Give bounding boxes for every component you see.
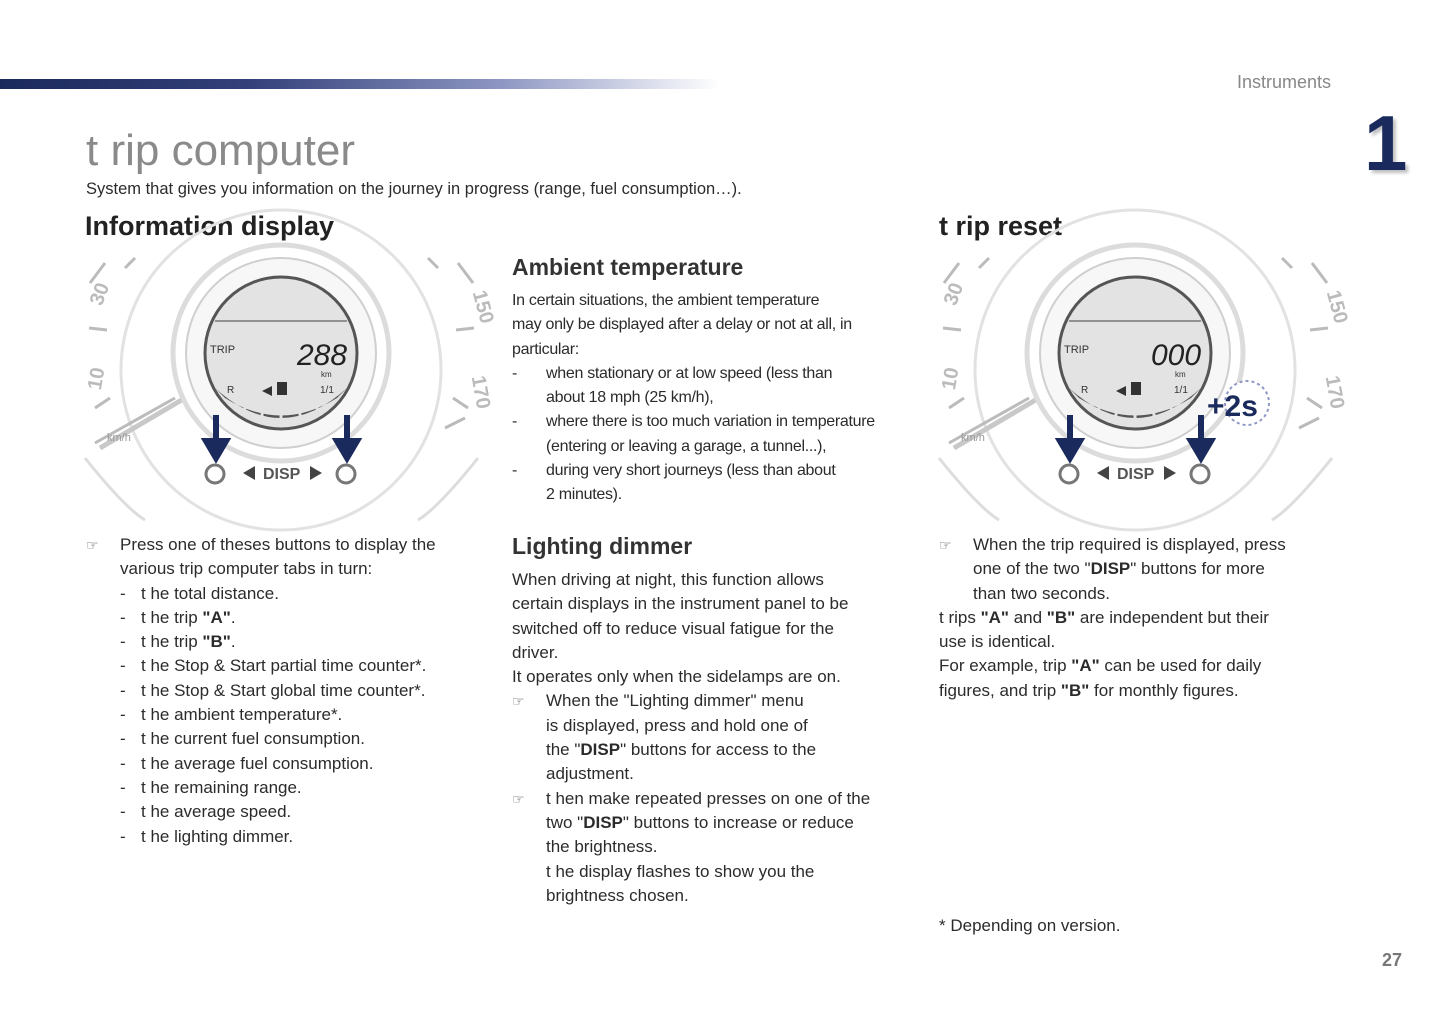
trip-reset-text: ☞ When the trip required is displayed, press one of the two "DISP" buttons for more than two seconds. t rips "A" and "B" are independent but their use is identical. For example, trip "A" can be used for daily figures, and trip "B" for monthly figures. [939, 533, 1339, 703]
ambient-text: In certain situations, the ambient temperature may only be displayed after a delay or not at all, in particular: - when stationary or at low speed (less than about 18 mph (25 km/h), - where there is too much variation in temperature (entering or leaving a garage, a tunnel...), - during very short journeys (less than about 2 minutes). [512, 289, 922, 508]
list-item: - t he trip "B". [120, 632, 236, 652]
reserve-label: R [227, 385, 235, 396]
list-item: - t he lighting dimmer. [120, 826, 294, 846]
disp-label: DISP [1117, 466, 1155, 483]
lcd-value: 288 [297, 339, 348, 372]
disp-label: DISP [263, 466, 301, 483]
dimmer-text: When driving at night, this function allows certain displays in the instrument panel to be switched off to reduce visual fatigue for the driver. It operates only when the sidelamps are on. ☞ When the "Lighting dimmer" menu is displayed, press and hold one of the "DISP" buttons for access to the adjustment. ☞ t hen make repeated presses on one of the two "DISP" buttons to increase or reduce the brightness. t he display flashes to show you the brightness chosen. [512, 568, 922, 908]
finger-pointer-icon: ☞ [512, 693, 525, 710]
header-gradient-bar [0, 79, 720, 89]
list-item: - t he average speed. [120, 802, 292, 822]
hold-duration-label: +2s [1207, 390, 1258, 423]
finger-pointer-icon: ☞ [512, 790, 525, 807]
speed-mark-170: 170 [466, 373, 495, 411]
disp-button-right[interactable] [337, 465, 355, 483]
km-label: km [1175, 370, 1186, 379]
speed-mark-30: 30 [85, 279, 115, 309]
list-item: - t he trip "A". [120, 607, 236, 627]
list-item: - t he Stop & Start partial time counter*. [120, 656, 427, 676]
speed-mark-10: 10 [83, 365, 110, 392]
disp-button-left[interactable] [206, 465, 224, 483]
reset-instruction: ☞ When the trip required is displayed, press one of the two "DISP" buttons for more than two seconds. [939, 535, 1286, 603]
list-item: - t he current fuel consumption. [120, 729, 365, 749]
finger-pointer-icon: ☞ [939, 537, 952, 553]
press-instruction: ☞ Press one of theses buttons to display the various trip computer tabs in turn: [86, 535, 436, 579]
list-item: - t he Stop & Start global time counter*. [120, 680, 426, 700]
full-label: 1/1 [320, 385, 334, 396]
info-display-text [86, 533, 486, 849]
kmh-label: km/h [107, 432, 131, 444]
speed-mark-150: 150 [467, 287, 498, 326]
section-name: Instruments [1236, 72, 1331, 92]
list-item: - where there is too much variation in temperature (entering or leaving a garage, a tunnel...), [512, 413, 875, 455]
list-item: - t he remaining range. [120, 777, 302, 797]
trip-reset-figure [937, 258, 1352, 520]
trip-reset-heading: t rip reset [939, 211, 1063, 241]
disp-button-right[interactable] [1191, 465, 1209, 483]
dimmer-heading: Lighting dimmer [512, 533, 693, 559]
list-item: - t he total distance. [120, 583, 279, 603]
page-title: t rip computer [86, 126, 355, 175]
full-label: 1/1 [1174, 385, 1188, 396]
list-item: - t he ambient temperature*. [120, 705, 343, 725]
dimmer-step-2: ☞ t hen make repeated presses on one of the two "DISP" buttons to increase or reduce the brightness. t he display flashes to show you the brightness chosen. [512, 788, 871, 905]
trip-label: TRIP [1064, 344, 1090, 356]
speed-mark-10: 10 [937, 365, 964, 392]
list-item: - when stationary or at low speed (less than about 18 mph (25 km/h), [512, 364, 833, 407]
fuel-pump-icon [277, 382, 287, 395]
ambient-heading: Ambient temperature [512, 254, 744, 280]
km-label: km [321, 370, 332, 379]
speed-mark-170: 170 [1320, 373, 1349, 411]
chapter-number: 1 [1364, 99, 1408, 187]
finger-pointer-icon: ☞ [86, 537, 99, 553]
speed-mark-30: 30 [939, 279, 969, 309]
intro-text: System that gives you information on the journey in progress (range, fuel consumption…). [86, 180, 742, 198]
disp-button-left[interactable] [1060, 465, 1078, 483]
dimmer-step-1: ☞ When the "Lighting dimmer" menu is displayed, press and hold one of the "DISP" buttons for access to the adjustment. [512, 691, 817, 784]
trip-label: TRIP [210, 344, 236, 356]
list-item: - during very short journeys (less than about 2 minutes). [512, 462, 836, 504]
page-number: 27 [1382, 950, 1403, 970]
speed-mark-150: 150 [1321, 287, 1352, 326]
reserve-label: R [1081, 385, 1089, 396]
kmh-label: km/h [961, 432, 985, 444]
lcd-value: 000 [1151, 339, 1202, 372]
list-item: - t he average fuel consumption. [120, 753, 374, 773]
info-display-heading: Information display [85, 211, 335, 241]
info-display-figure [83, 258, 498, 520]
fuel-pump-icon [1131, 382, 1141, 395]
footnote: * Depending on version. [939, 916, 1121, 935]
